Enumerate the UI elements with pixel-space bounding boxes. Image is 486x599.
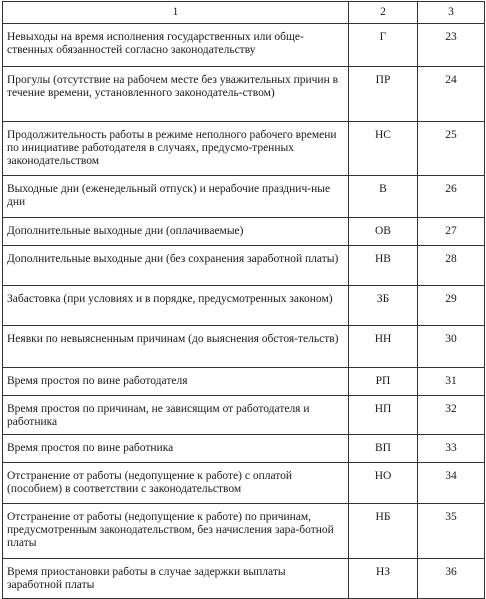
row-code: ЗБ <box>349 286 418 326</box>
row-number: 35 <box>418 504 485 559</box>
row-description: Время простоя по вине работника <box>3 435 349 463</box>
row-description: Забастовка (при условиях и в порядке, предусмотренных законом) <box>3 286 349 326</box>
row-code: НС <box>349 122 418 176</box>
table-row <box>3 67 485 122</box>
row-number: 33 <box>418 435 485 463</box>
row-description: Прогулы (отсутствие на рабочем месте без уважительных причин в течение времени, установленного законодатель-ством) <box>3 67 349 122</box>
row-description: Дополнительные выходные дни (оплачиваемые) <box>3 218 349 246</box>
row-code: РП <box>349 368 418 396</box>
row-number: 34 <box>418 463 485 504</box>
header-col-3: 3 <box>418 2 485 24</box>
row-number: 25 <box>418 122 485 176</box>
table-row <box>3 122 485 176</box>
row-description: Время приостановки работы в случае задержки выплаты заработной платы <box>3 559 349 599</box>
row-number: 27 <box>418 218 485 246</box>
row-code: НН <box>349 326 418 368</box>
row-description: Отстранение от работы (недопущение к работе) с оплатой (пособием) в соответствии с законодательством <box>3 463 349 504</box>
row-number: 26 <box>418 176 485 218</box>
row-description: Неявки по невыясненным причинам (до выяснения обстоя-тельств) <box>3 326 349 368</box>
table-row <box>3 286 485 326</box>
table-row <box>3 463 485 504</box>
table-row <box>3 435 485 463</box>
row-code: НВ <box>349 246 418 286</box>
header-col-1: 1 <box>3 2 349 24</box>
time-codes-table <box>2 1 485 599</box>
row-number: 31 <box>418 368 485 396</box>
row-description: Невыходы на время исполнения государственных или обще-ственных обязанностей согласно законодательству <box>3 24 349 67</box>
row-description: Время простоя по причинам, не зависящим от работодателя и работника <box>3 396 349 435</box>
row-code: НП <box>349 396 418 435</box>
header-row <box>3 2 485 24</box>
row-number: 23 <box>418 24 485 67</box>
table-row <box>3 504 485 559</box>
row-description: Выходные дни (еженедельный отпуск) и нерабочие празднич-ные дни <box>3 176 349 218</box>
row-code: НЗ <box>349 559 418 599</box>
row-code: НБ <box>349 504 418 559</box>
row-code: ВП <box>349 435 418 463</box>
row-description: Время простоя по вине работодателя <box>3 368 349 396</box>
table-row <box>3 176 485 218</box>
row-description: Продолжительность работы в режиме неполного рабочего времени по инициативе работодателя в случаях, предусмо-тренных законодательством <box>3 122 349 176</box>
table-row <box>3 559 485 599</box>
row-number: 28 <box>418 246 485 286</box>
table-header <box>3 2 485 24</box>
row-code: НО <box>349 463 418 504</box>
row-code: ОВ <box>349 218 418 246</box>
row-number: 29 <box>418 286 485 326</box>
table-row <box>3 326 485 368</box>
header-col-2: 2 <box>349 2 418 24</box>
row-number: 24 <box>418 67 485 122</box>
table-row <box>3 368 485 396</box>
table-row <box>3 246 485 286</box>
row-code: В <box>349 176 418 218</box>
row-number: 30 <box>418 326 485 368</box>
row-number: 32 <box>418 396 485 435</box>
table-row <box>3 218 485 246</box>
row-description: Отстранение от работы (недопущение к работе) по причинам, предусмотренным законодательством, без начисления зара-ботной платы <box>3 504 349 559</box>
row-number: 36 <box>418 559 485 599</box>
table-row <box>3 396 485 435</box>
row-code: ПР <box>349 67 418 122</box>
table-row <box>3 24 485 67</box>
row-description: Дополнительные выходные дни (без сохранения заработной платы) <box>3 246 349 286</box>
row-code: Г <box>349 24 418 67</box>
